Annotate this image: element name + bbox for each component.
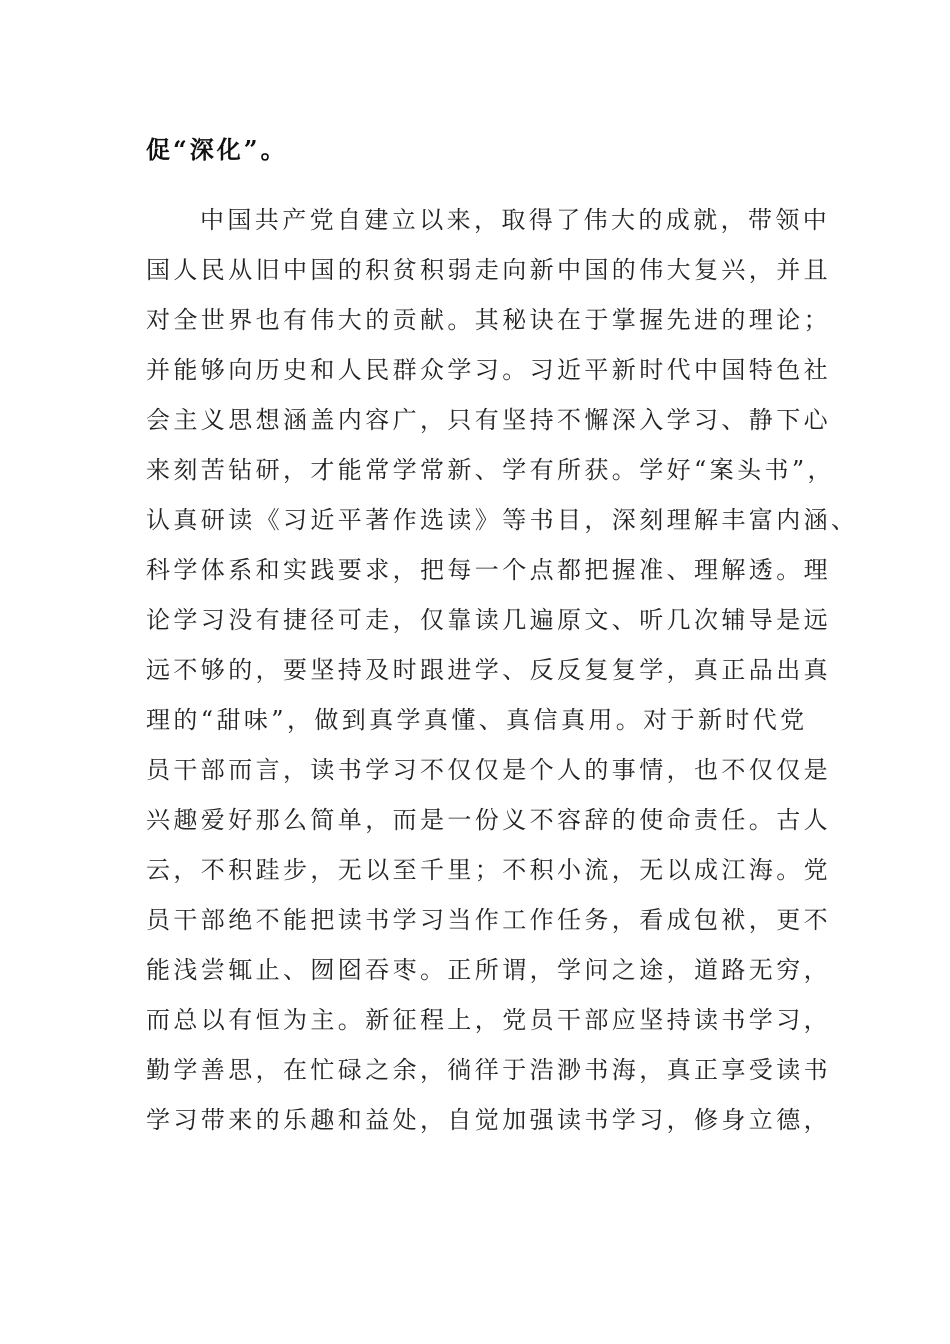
paragraph-line: 来刻苦钻研，才能常学常新、学有所获。学好“案头书”， [146, 456, 835, 484]
paragraph-line: 能浅尝辄止、囫囵吞枣。正所谓，学问之途，道路无穷， [146, 956, 831, 984]
paragraph-line: 兴趣爱好那么简单，而是一份义不容辞的使命责任。古人 [146, 806, 831, 834]
paragraph-line: 中国共产党自建立以来，取得了伟大的成就，带领中 [200, 206, 831, 234]
paragraph-line: 会主义思想涵盖内容广，只有坚持不懈深入学习、静下心 [146, 406, 831, 434]
paragraph-line: 科学体系和实践要求，把每一个点都把握准、理解透。理 [146, 556, 831, 584]
paragraph-line: 理的“甜味”，做到真学真懂、真信真用。对于新时代党 [146, 706, 808, 734]
paragraph-line: 并能够向历史和人民群众学习。习近平新时代中国特色社 [146, 356, 831, 384]
paragraph-line: 国人民从旧中国的积贫积弱走向新中国的伟大复兴，并且 [146, 256, 831, 284]
paragraph-line: 云，不积跬步，无以至千里；不积小流，无以成江海。党 [146, 856, 831, 884]
paragraph-line: 远不够的，要坚持及时跟进学、反反复复学，真正品出真 [146, 656, 831, 684]
paragraph-line: 对全世界也有伟大的贡献。其秘诀在于掌握先进的理论； [146, 306, 831, 334]
paragraph-line: 认真研读《习近平著作选读》等书目，深刻理解丰富内涵、 [146, 506, 859, 534]
paragraph-line: 员干部而言，读书学习不仅仅是个人的事情，也不仅仅是 [146, 756, 831, 784]
body-paragraph [146, 200, 946, 1150]
paragraph-line: 论学习没有捷径可走，仅靠读几遍原文、听几次辅导是远 [146, 606, 831, 634]
paragraph-line: 而总以有恒为主。新征程上，党员干部应坚持读书学习， [146, 1006, 831, 1034]
section-heading: 促“深化”。 [146, 135, 288, 164]
paragraph-line: 勤学善思，在忙碌之余，徜徉于浩渺书海，真正享受读书 [146, 1056, 831, 1084]
paragraph-line: 员干部绝不能把读书学习当作工作任务，看成包袱，更不 [146, 906, 831, 934]
paragraph-line: 学习带来的乐趣和益处，自觉加强读书学习，修身立德， [146, 1106, 831, 1134]
